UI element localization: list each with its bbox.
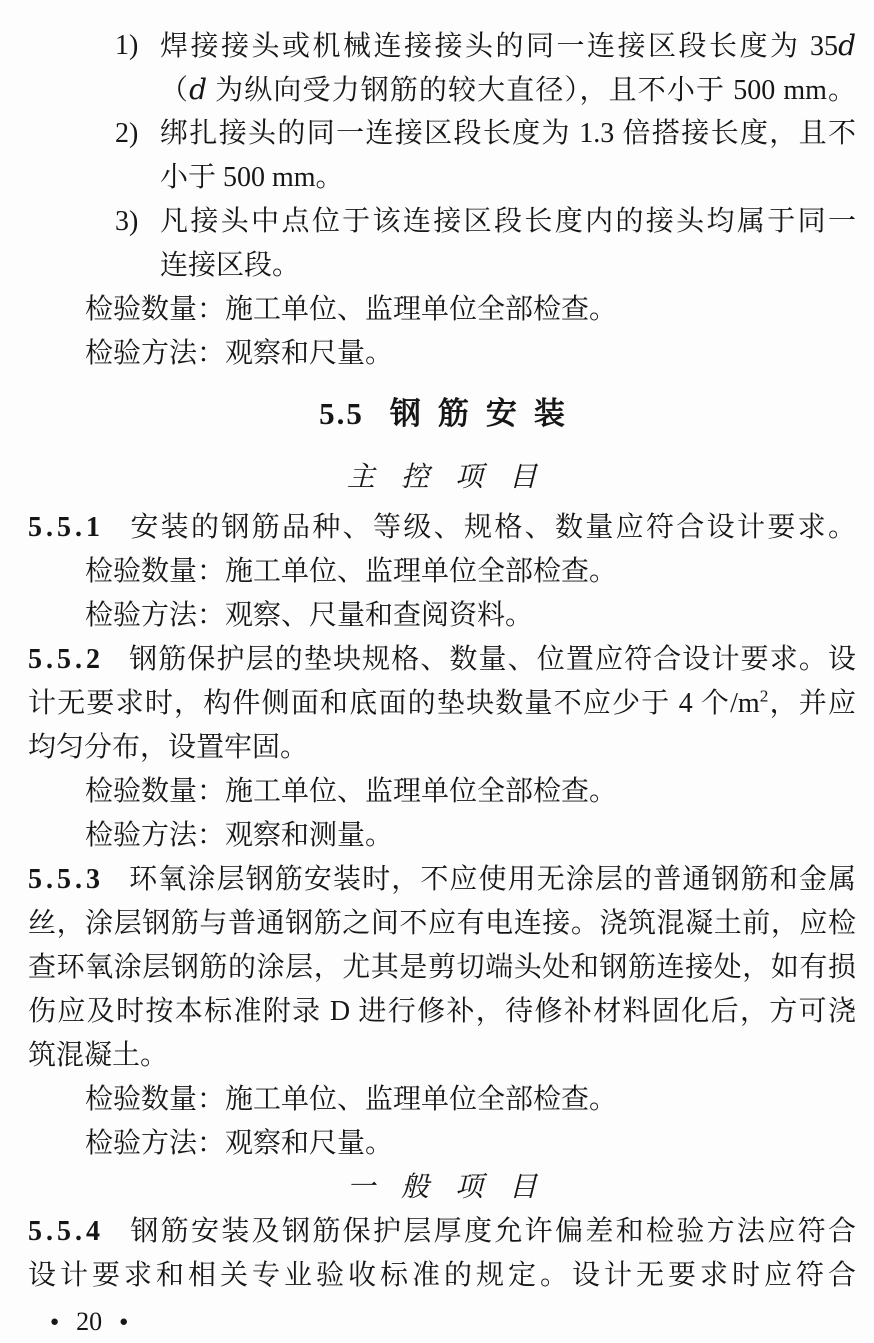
subheading-general-items: 一般项目 [346, 1172, 563, 1203]
variable-d: d [189, 73, 208, 106]
list-item-3-line-1 [28, 200, 856, 244]
clause-553-number: 5.5.3 [28, 864, 104, 895]
list-item-3-text: 凡接头中点位于该连接区段长度内的接头均属于同一 [160, 206, 856, 237]
variable-d: d [838, 29, 856, 62]
clause-554-number: 5.5.4 [28, 1216, 104, 1247]
clause-552-line-2-text: 计无要求时，构件侧面和底面的垫块数量不应少于 4 个/m [28, 688, 760, 719]
clause-553-line-4: 伤应及时按本标准附录 D 进行修补，待修补材料固化后，方可浇 [28, 996, 856, 1027]
clause-553-check-quantity: 检验数量：施工单位、监理单位全部检查。 [85, 1084, 618, 1115]
page-footer [28, 1302, 856, 1342]
clause-552-check-method: 检验方法：观察和测量。 [85, 820, 394, 851]
subheading-main-items: 主控项目 [346, 462, 563, 493]
clause-552-check-quantity: 检验数量：施工单位、监理单位全部检查。 [85, 776, 618, 807]
list-item-1-marker: 1) [115, 30, 139, 61]
list-item-1-text-pre: 焊接接头或机械连接接头的同一连接区段长度为 35 [160, 31, 839, 62]
clause-552-text: 钢筋保护层的垫块规格、数量、位置应符合设计要求。设 [128, 644, 856, 675]
clause-551-text: 安装的钢筋品种、等级、规格、数量应符合设计要求。 [128, 512, 856, 543]
section-number: 5.5 [319, 396, 364, 431]
clause-553-line-5: 筑混凝土。 [28, 1040, 169, 1071]
list-item-3-line-2 [28, 244, 856, 288]
clause-553-text: 环氧涂层钢筋安装时，不应使用无涂层的普通钢筋和金属 [128, 864, 856, 895]
clause-551-line-1 [28, 506, 856, 550]
clause-551-check-method: 检验方法：观察、尺量和查阅资料。 [85, 600, 534, 631]
clause-552-line-2-tail: ，并应 [768, 688, 856, 719]
clause-552-line-3: 均匀分布，设置牢固。 [28, 732, 309, 763]
section-title: 钢筋安装 [389, 396, 582, 431]
list-item-2-line-1 [28, 112, 856, 156]
list-item-1-line-2 [28, 68, 856, 112]
clause-552-number: 5.5.2 [28, 644, 104, 675]
clause-551-number: 5.5.1 [28, 512, 104, 543]
clause-551-check-quantity: 检验数量：施工单位、监理单位全部检查。 [85, 556, 618, 587]
clause-553-check-method: 检验方法：观察和尺量。 [85, 1128, 394, 1159]
footer-dot-right: ● [119, 1314, 129, 1330]
clause-554-text: 钢筋安装及钢筋保护层厚度允许偏差和检验方法应符合 [128, 1216, 856, 1247]
clause-553-line-1 [28, 858, 856, 902]
list-item-2-text: 绑扎接头的同一连接区段长度为 1.3 倍搭接长度，且不 [160, 118, 856, 149]
list-item-2-line-2-text: 小于 500 mm。 [160, 162, 344, 193]
clause-554-line-2: 设计要求和相关专业验收标准的规定。设计无要求时应符合 [28, 1260, 856, 1291]
list-item-3-marker: 3) [115, 206, 139, 237]
list-item-1-line-2-text: 为纵向受力钢筋的较大直径），且不小于 500 mm。 [207, 75, 856, 106]
intro-check-quantity: 检验数量：施工单位、监理单位全部检查。 [85, 294, 618, 325]
clause-552-line-2 [28, 682, 856, 726]
clause-552-line-1 [28, 638, 856, 682]
clause-554-line-1 [28, 1210, 856, 1254]
list-item-1-line-2-open: （ [160, 75, 190, 106]
footer-dot-left: ● [50, 1314, 60, 1330]
list-item-2-line-2 [28, 156, 856, 200]
list-item-1-line-1 [28, 24, 856, 68]
intro-check-method: 检验方法：观察和尺量。 [85, 338, 394, 369]
superscript-2: 2 [759, 686, 769, 706]
section-heading [28, 392, 856, 436]
clause-553-line-3: 查环氧涂层钢筋的涂层，尤其是剪切端头处和钢筋连接处，如有损 [28, 952, 856, 983]
list-item-3-line-2-text: 连接区段。 [160, 250, 301, 281]
list-item-2-marker: 2) [115, 118, 139, 149]
clause-553-line-2: 丝，涂层钢筋与普通钢筋之间不应有电连接。浇筑混凝土前，应检 [28, 908, 856, 939]
page-number: 20 [76, 1307, 103, 1336]
page-content [28, 24, 856, 1342]
